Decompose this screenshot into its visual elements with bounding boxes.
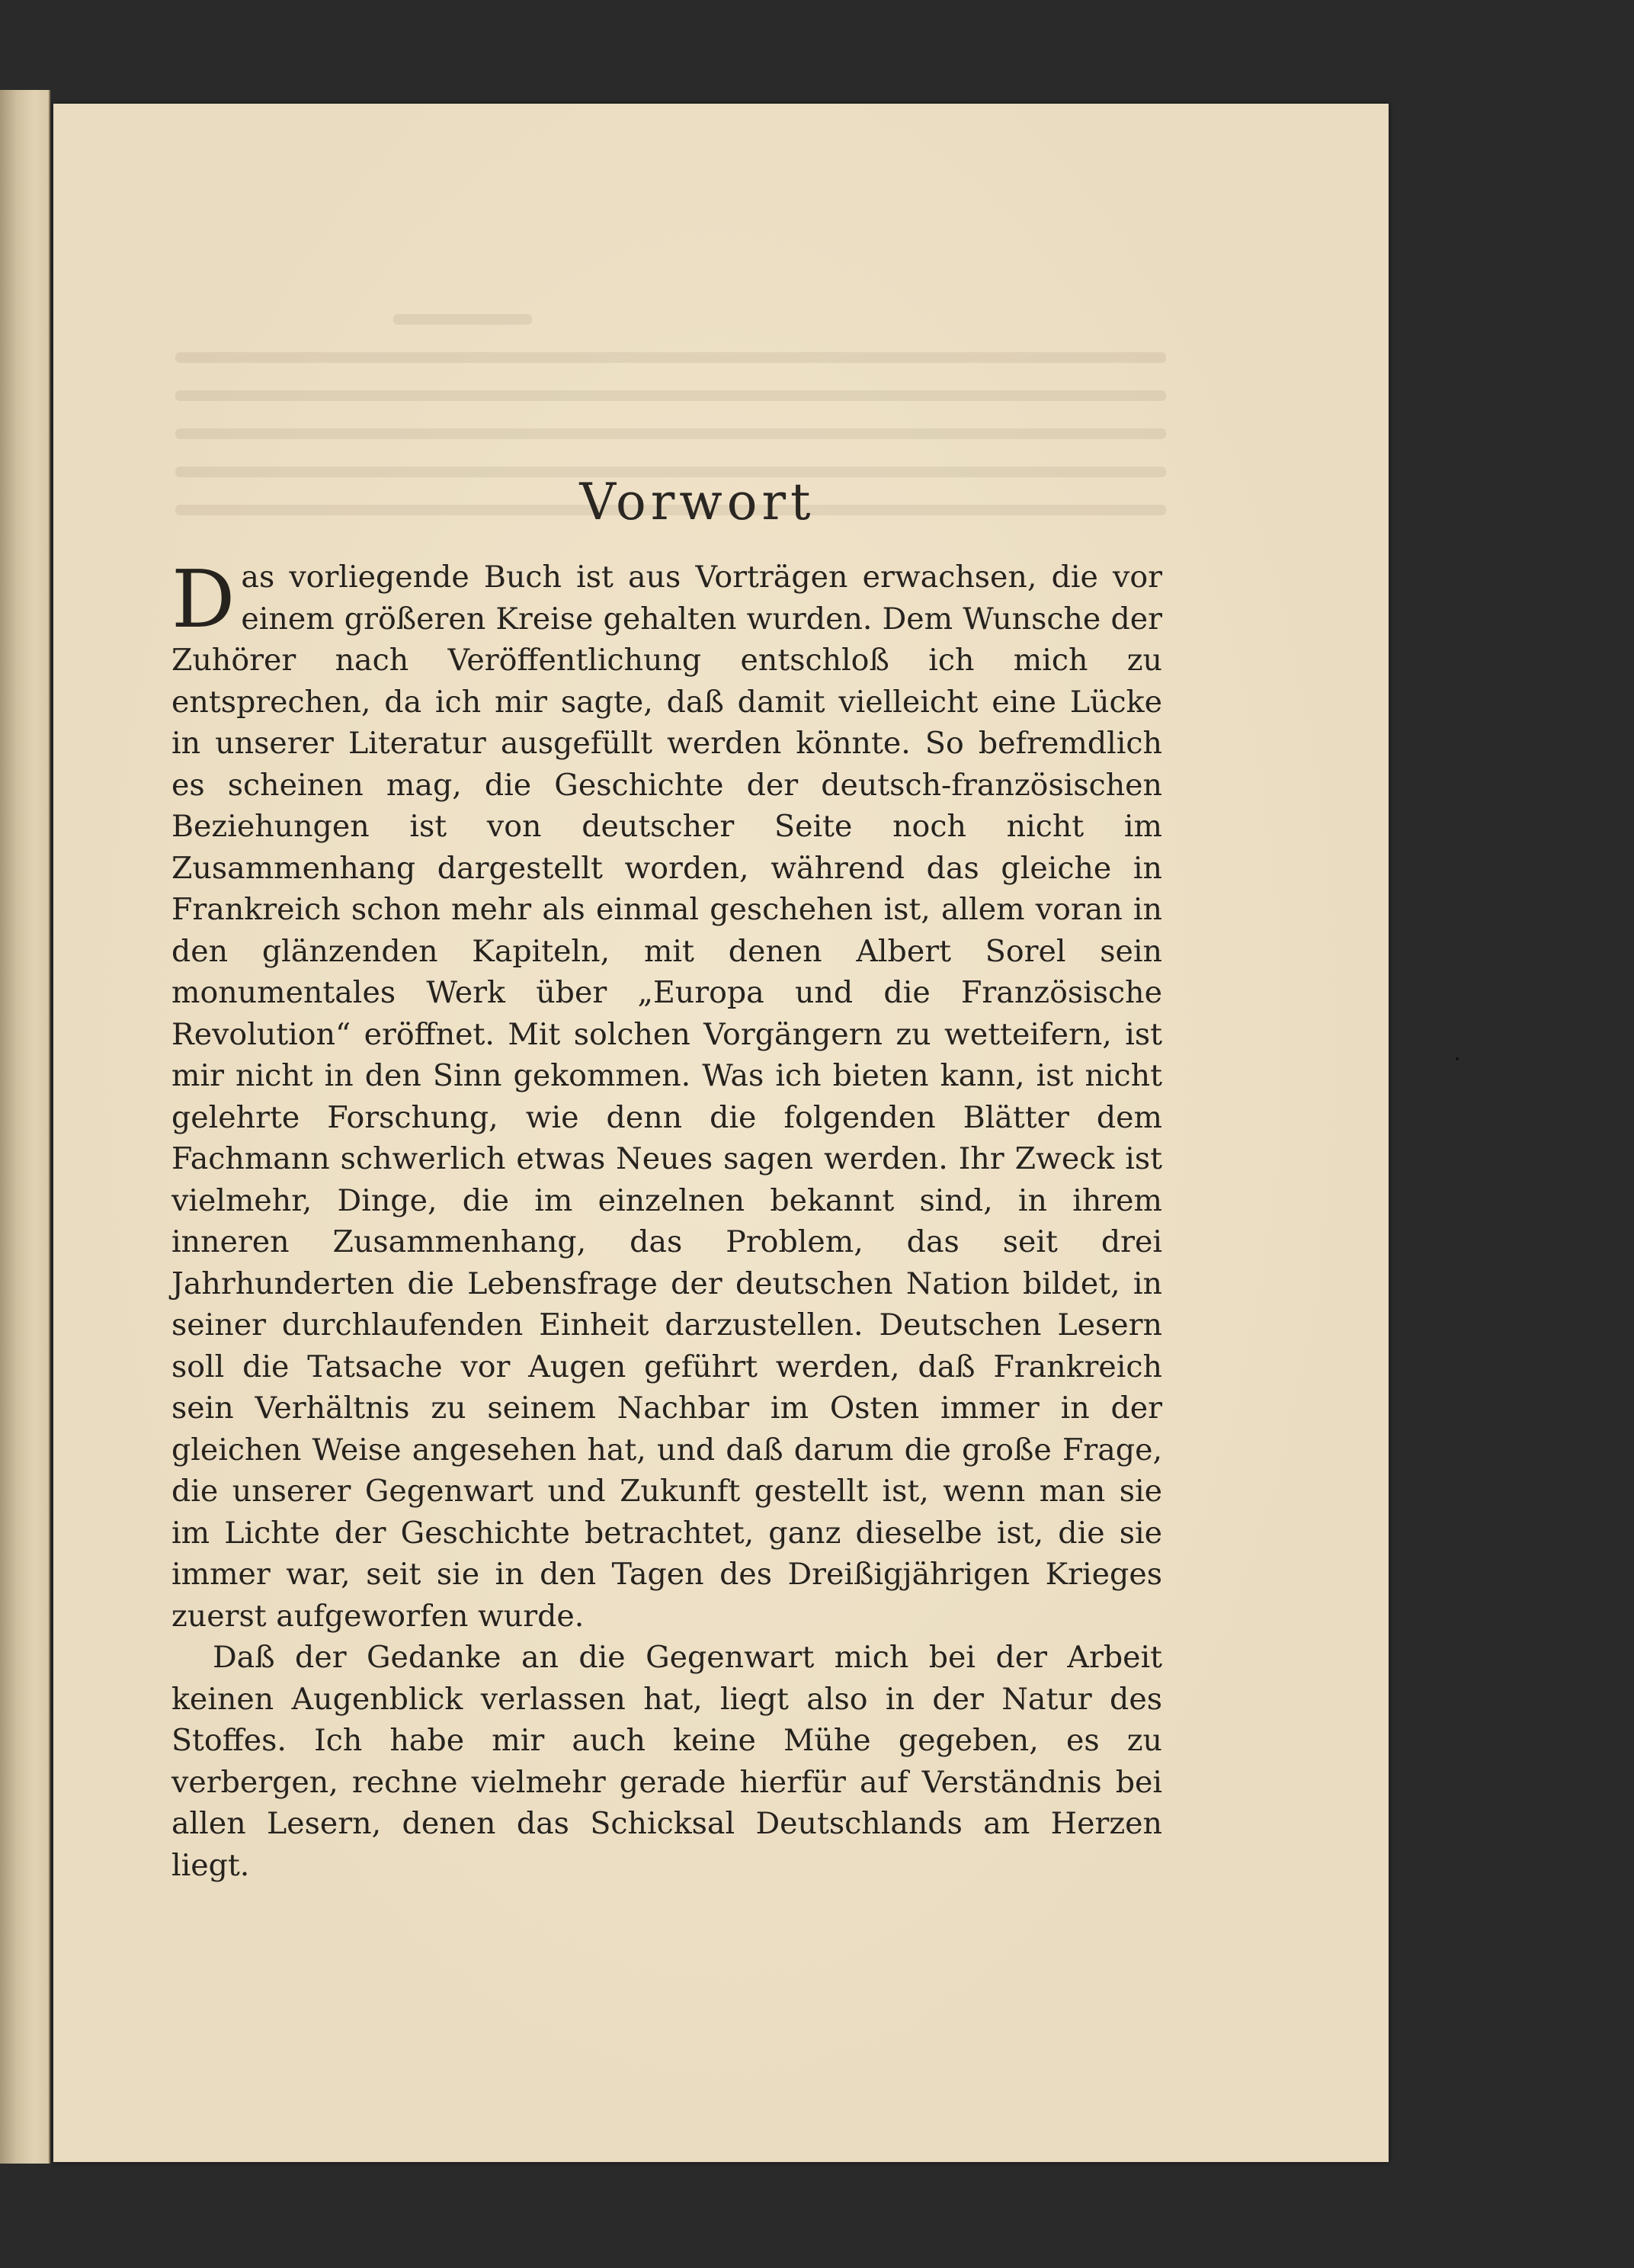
drop-cap-initial: D: [171, 553, 235, 646]
paragraph-2: Daß der Gedanke an die Gegenwart mich bei der Arbeit keinen Augenblick verlassen hat, liegt also in der Natur des Stoffes. Ich habe mir auch keine Mühe gegeben, es zu verbergen, rechne vielmehr gerade hierfür auf Verständnis bei allen Lesern, denen das Schicksal Deutschlands am Herzen liegt.: [171, 1640, 1162, 1883]
paragraph-1-text: as vorliegende Buch ist aus Vorträgen erwachsen, die vor einem größeren Kreise gehalten wurden. Dem Wunsche der Zuhörer nach Veröffentlichung entschloß ich mich zu entsprechen, da ich mir sagte, daß damit vielleicht eine Lücke in unserer Literatur ausgefüllt werden könnte. So befremdlich es scheinen mag, die Geschichte der deutsch-französischen Beziehungen ist von deutscher Seite noch nicht im Zusammenhang dargestellt worden, während das gleiche in Frankreich schon mehr als einmal geschehen ist, allem voran in den glänzenden Kapiteln, mit denen Albert Sorel sein monumentales Werk über „Europa und die Französische Revolution“ eröffnet. Mit solchen Vorgängern zu wetteifern, ist mir nicht in den Sinn gekommen. Was ich bieten kann, ist nicht gelehrte Forschung, wie denn die folgenden Blätter dem Fachmann schwerlich etwas Neues sagen werden. Ihr Zweck ist vielmehr, Dinge, die im einzelnen bekannt sind, in ihrem inneren Zusammenhang, das Problem, das seit drei Jahrhunderten die Lebensfrage der deutschen Nation bildet, in seiner durchlaufenden Einheit darzustellen. Deutschen Lesern soll die Tatsache vor Augen geführt werden, daß Frankreich sein Verhältnis zu seinem Nachbar im Osten immer in der gleichen Weise angesehen hat, und daß darum die große Frage, die unserer Gegenwart und Zukunft gestellt ist, wenn man sie im Lichte der Geschichte betrachtet, ganz dieselbe ist, die sie immer war, seit sie in den Tagen des Dreißigjährigen Krieges zuerst aufgeworfen wurde.: [171, 560, 1162, 1634]
paragraph-1: [171, 553, 1162, 1637]
dust-speck: [1456, 1057, 1459, 1060]
preface-body: [171, 553, 1162, 1886]
facing-page-edge: [0, 90, 50, 2164]
page-title: Vorwort: [579, 473, 815, 531]
book-page: [53, 104, 1389, 2162]
